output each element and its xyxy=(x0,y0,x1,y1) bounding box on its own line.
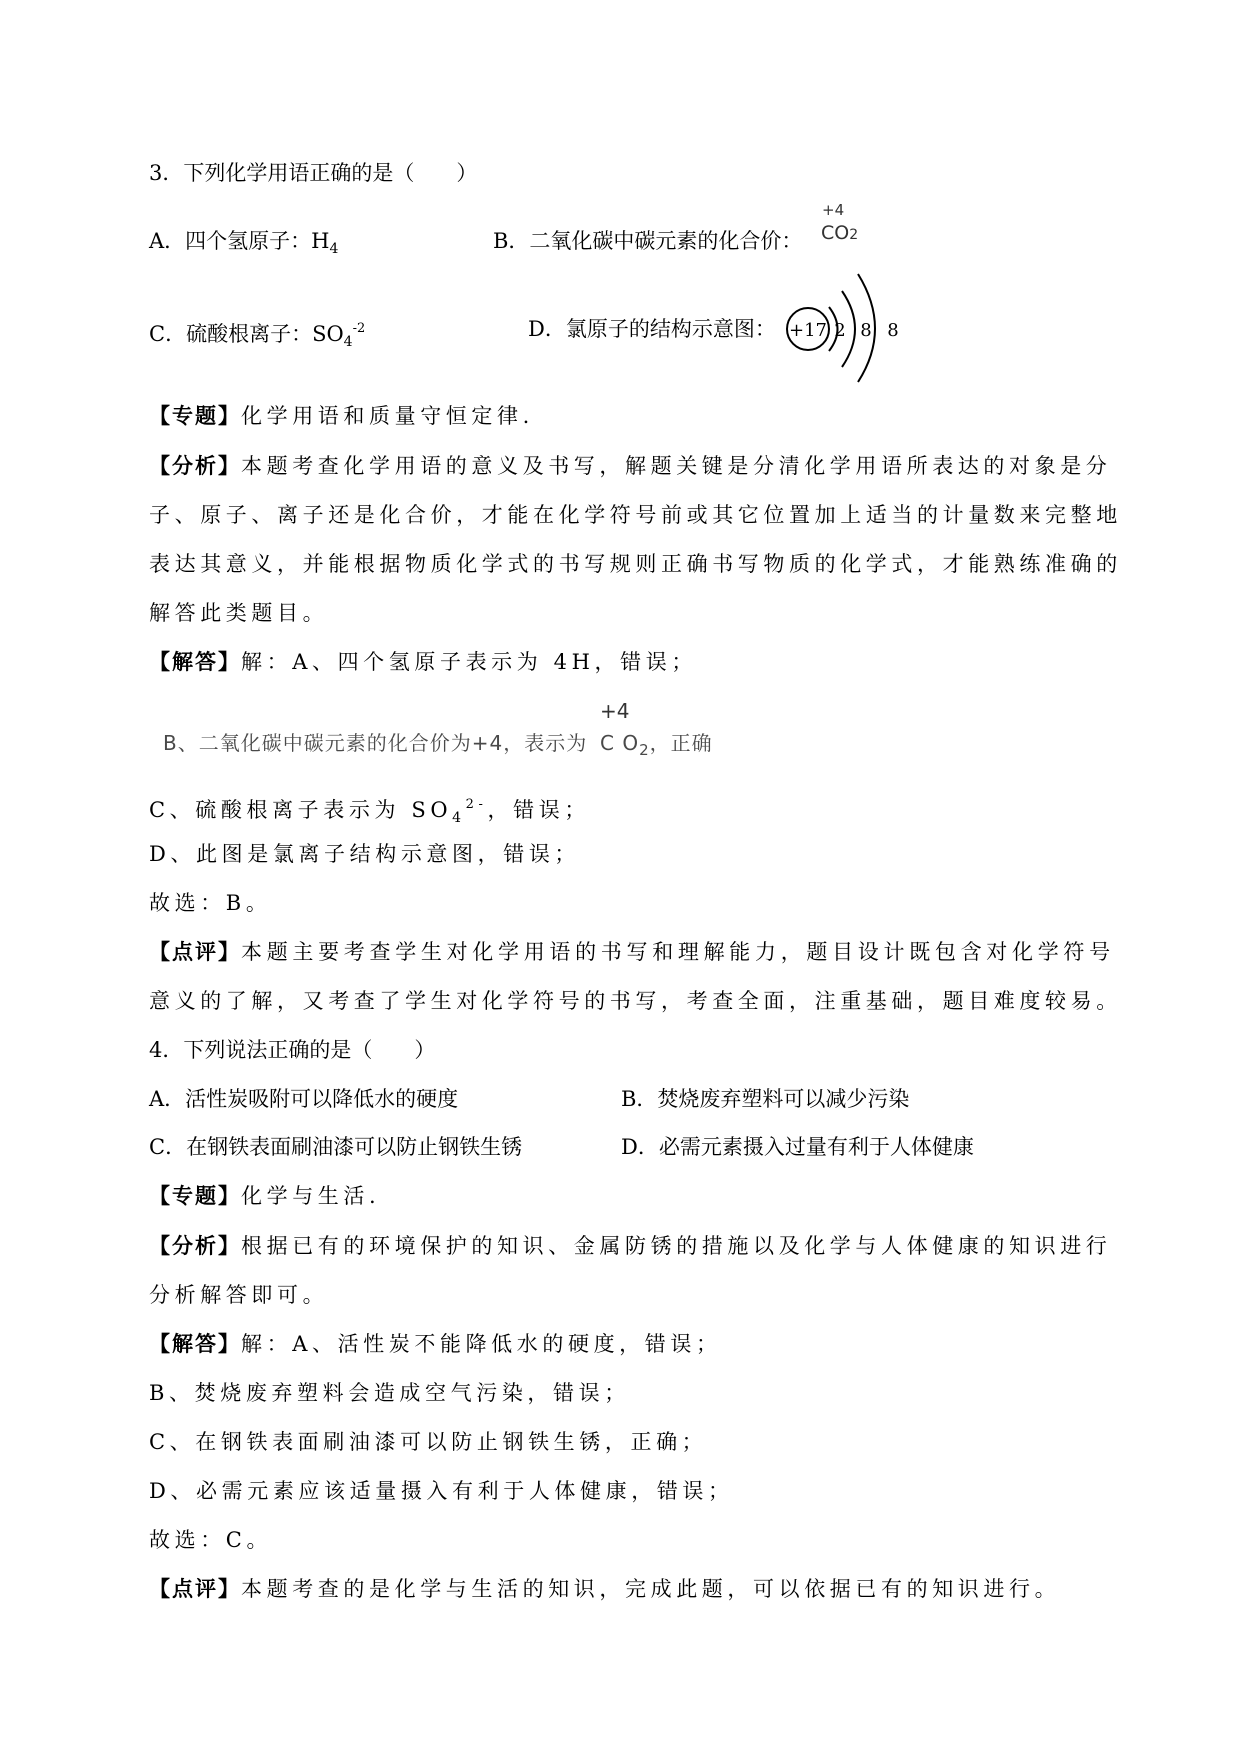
q3-comment-line-1: 【点评】本题主要考查学生对化学用语的书写和理解能力，题目设计既包含对化学符号 xyxy=(149,939,1115,964)
nucleus-charge: +17 xyxy=(789,320,827,341)
q3-option-d: D．氯原子的结构示意图： xyxy=(528,317,776,341)
q3-comment-line-2: 意义的了解，又考查了学生对化学符号的书写，考查全面，注重基础，题目难度较易。 xyxy=(149,989,1122,1013)
q4-option-d: D．必需元素摄入过量有利于人体健康 xyxy=(621,1135,974,1159)
q3-option-b-formula: CO2 xyxy=(821,222,859,244)
q3-analysis-line-1: 【分析】本题考查化学用语的意义及书写，解题关键是分清化学用语所表达的对象是分 xyxy=(149,453,1112,478)
q3-answer-a: 【解答】解：A、四个氢原子表示为 4H，错误； xyxy=(149,649,697,674)
q4-analysis-line-1: 【分析】根据已有的环境保护的知识、金属防锈的措施以及化学与人体健康的知识进行 xyxy=(149,1233,1112,1258)
q3-option-b-valence: +4 xyxy=(822,201,845,219)
q3-analysis-line-3: 表达其意义，并能根据物质化学式的书写规则正确书写物质的化学式，才能熟练准确的 xyxy=(149,552,1122,576)
chlorine-atom-structure-diagram xyxy=(780,266,910,384)
q4-answer-a: 【解答】解：A、活性炭不能降低水的硬度，错误； xyxy=(149,1331,722,1356)
q4-stem: 4．下列说法正确的是（ ） xyxy=(149,1038,436,1062)
shell-3-electrons: 8 xyxy=(887,320,899,341)
q4-option-a: A．活性炭吸附可以降低水的硬度 xyxy=(149,1087,459,1111)
q3-answer-b: B、二氧化碳中碳元素的化合价为+4，表示为 xyxy=(163,731,588,755)
q3-option-b: B．二氧化碳中碳元素的化合价： xyxy=(493,229,803,253)
q4-option-b: B．焚烧废弃塑料可以减少污染 xyxy=(621,1087,910,1111)
q3-analysis-line-4: 解答此类题目。 xyxy=(149,601,329,625)
shell-1-electrons: 2 xyxy=(834,320,846,341)
q4-analysis-line-2: 分析解答即可。 xyxy=(149,1283,329,1307)
q3-answer-b-formula: C $O_2$，正确 xyxy=(600,731,713,759)
q3-option-a: A．四个氢原子：$H_4$ xyxy=(149,229,339,257)
q3-answer-d: D、此图是氯离子结构示意图，错误； xyxy=(149,842,581,866)
q3-option-c: C．硫酸根离子：$SO_4^{-2}$ xyxy=(149,321,366,350)
q4-answer-c: C、在钢铁表面刷油漆可以防止钢铁生锈，正确； xyxy=(149,1430,708,1454)
q4-topic: 【专题】化学与生活. xyxy=(149,1183,381,1208)
q4-answer-d: D、必需元素应该适量摄入有利于人体健康，错误； xyxy=(149,1479,734,1503)
q4-comment: 【点评】本题考查的是化学与生活的知识，完成此题，可以依据已有的知识进行。 xyxy=(149,1576,1061,1601)
q3-stem: 3．下列化学用语正确的是（ ） xyxy=(149,161,478,185)
q4-choice: 故选：C。 xyxy=(149,1528,273,1552)
q3-analysis-line-2: 子、原子、离子还是化合价，才能在化学符号前或其它位置加上适当的计量数来完整地 xyxy=(149,503,1122,527)
q3-choice: 故选：B。 xyxy=(149,891,272,915)
q3-topic: 【专题】化学用语和质量守恒定律. xyxy=(149,403,534,428)
shell-2-electrons: 8 xyxy=(860,320,872,341)
q3-answer-c: C、硫酸根离子表示为 $SO_4^{2-}$，错误； xyxy=(149,797,590,826)
q4-option-c: C．在钢铁表面刷油漆可以防止钢铁生锈 xyxy=(149,1135,523,1159)
q4-answer-b: B、焚烧废弃塑料会造成空气污染，错误； xyxy=(149,1381,630,1405)
q3-answer-b-valence: +4 xyxy=(600,699,630,723)
